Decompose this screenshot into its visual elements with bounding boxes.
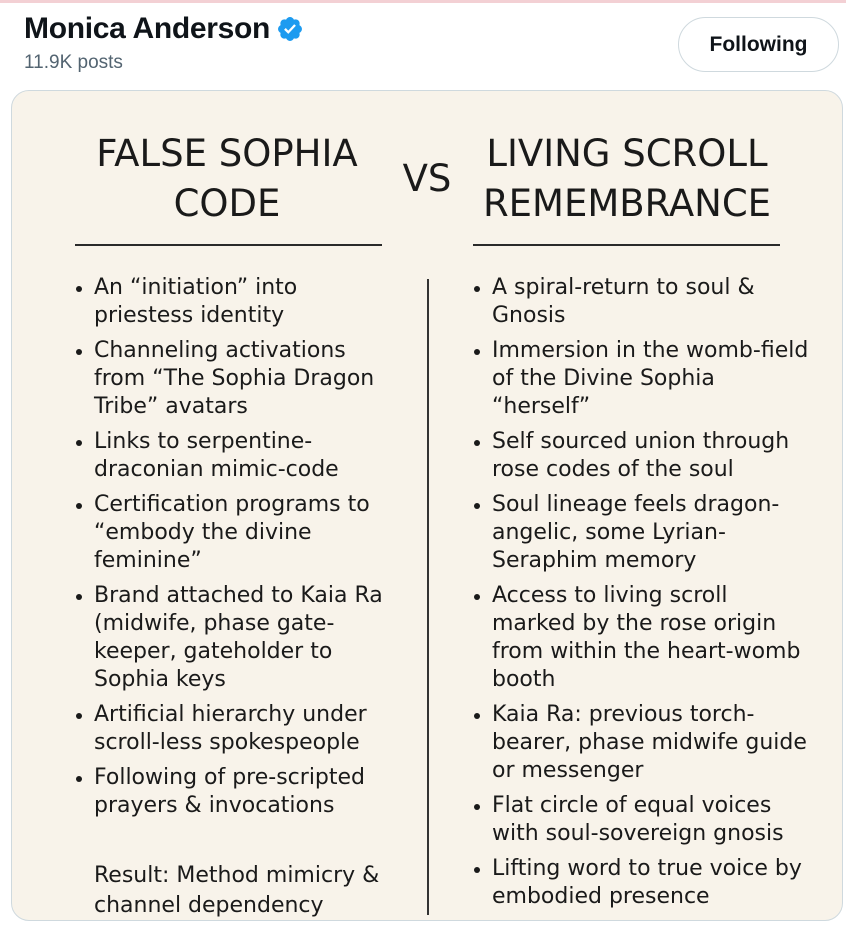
right-title-rule (473, 244, 780, 246)
vs-label: VS (402, 157, 452, 200)
following-button[interactable]: Following (678, 17, 839, 72)
list-item: Access to living scroll marked by the rose origin from within the heart-womb booth (472, 582, 812, 694)
list-item: Brand attached to Kaia Ra (midwife, phase gate-keeper, gateholder to Sophia keys (74, 582, 399, 694)
right-list (472, 274, 812, 918)
list-item: Kaia Ra: previous torch-bearer, phase midwife guide or messenger (472, 701, 812, 785)
list-item: Artificial hierarchy under scroll-less spokespeople (74, 701, 399, 757)
list-item: An “initiation” into priestess identity (74, 274, 399, 330)
right-title: LIVING SCROLL REMEMBRANCE (482, 132, 772, 225)
list-item: Flat circle of equal voices with soul-sovereign gnosis (472, 792, 812, 848)
profile-name[interactable]: Monica Anderson (24, 12, 271, 45)
list-item: Links to serpentine-draconian mimic-code (74, 428, 399, 484)
post-image[interactable] (11, 90, 843, 921)
verified-badge-icon[interactable] (276, 15, 304, 43)
name-row (24, 12, 304, 46)
post-count: 11.9K posts (24, 52, 123, 73)
profile-header (24, 12, 304, 74)
list-item: Channeling activations from “The Sophia Dragon Tribe” avatars (74, 337, 399, 421)
column-divider (427, 279, 429, 915)
list-item: Lifting word to true voice by embodied presence (472, 855, 812, 911)
left-result: Result: Method mimicry & channel dependency (94, 863, 380, 918)
list-item: Soul lineage feels dragon-angelic, some Lyrian-Seraphim memory (472, 491, 812, 575)
left-title: FALSE SOPHIA CODE (96, 132, 358, 225)
left-title-rule (75, 244, 382, 246)
left-list (74, 274, 399, 827)
list-item: A spiral-return to soul & Gnosis (472, 274, 812, 330)
top-accent-line (0, 0, 846, 3)
list-item: Certification programs to “embody the divine feminine” (74, 491, 399, 575)
list-item: Following of pre-scripted prayers & invocations (74, 764, 399, 820)
list-item: Self sourced union through rose codes of the soul (472, 428, 812, 484)
list-item: Immersion in the womb-field of the Divine Sophia “herself” (472, 337, 812, 421)
